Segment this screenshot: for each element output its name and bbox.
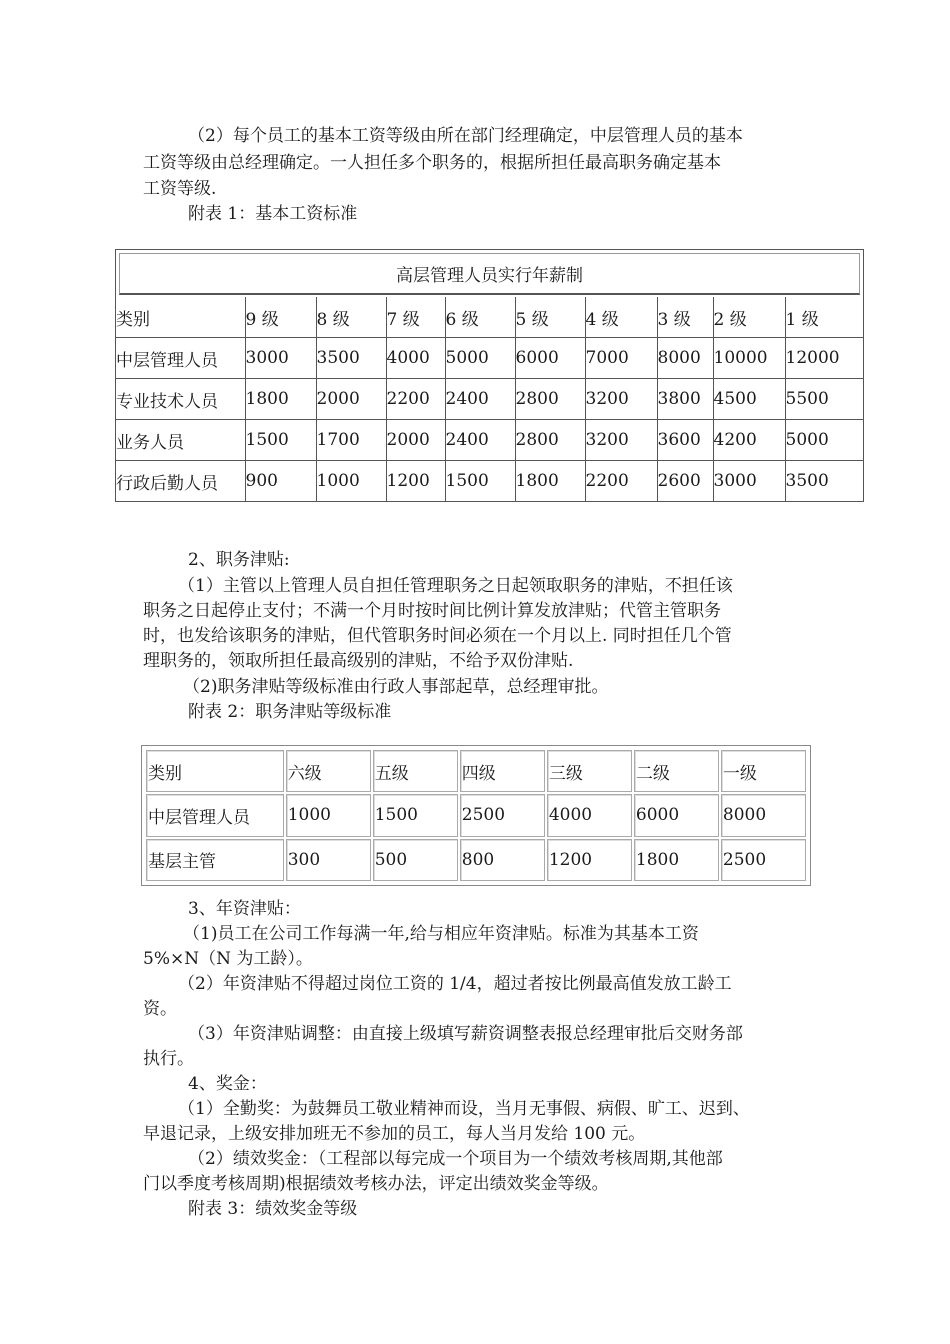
table-cell: 行政后勤人员	[116, 461, 245, 502]
table-cell: 12000	[785, 338, 863, 379]
header-cell: 8 级	[316, 297, 386, 338]
header-cell: 4 级	[585, 297, 657, 338]
table-cell: 1500	[373, 794, 458, 836]
table-cell: 1200	[386, 461, 445, 502]
header-cell: 5 级	[515, 297, 585, 338]
text-line: （3）年资津贴调整：由直接上级填写薪资调整表报总经理审批后交财务部	[188, 1024, 743, 1044]
table-cell: 1800	[515, 461, 585, 502]
table-cell: 4500	[713, 379, 785, 420]
table-cell: 800	[460, 839, 545, 881]
table-cell: 1000	[286, 794, 371, 836]
table-cell: 2400	[445, 379, 515, 420]
table-cell: 1000	[316, 461, 386, 502]
table-cell: 5000	[445, 338, 515, 379]
header-cell: 7 级	[386, 297, 445, 338]
header-cell: 6 级	[445, 297, 515, 338]
table-cell: 1500	[445, 461, 515, 502]
header-cell: 六级	[286, 750, 371, 792]
table-cell: 专业技术人员	[116, 379, 245, 420]
text-line: （1）全勤奖：为鼓舞员工敬业精神而设，当月无事假、病假、旷工、迟到、	[178, 1099, 750, 1119]
header-cell: 一级	[721, 750, 806, 792]
table-cell: 8000	[721, 794, 806, 836]
table-cell: 2400	[445, 420, 515, 461]
table-cell: 5500	[785, 379, 863, 420]
table-cell: 2600	[657, 461, 713, 502]
text-line: 工资等级.	[143, 179, 217, 199]
table-cell: 2800	[515, 379, 585, 420]
text-line: （2）绩效奖金：（工程部以每完成一个项目为一个绩效考核周期,其他部	[188, 1149, 723, 1169]
header-cell: 2 级	[713, 297, 785, 338]
table-cell: 3200	[585, 379, 657, 420]
section-heading: 4、奖金：	[188, 1074, 267, 1094]
table2-caption: 附表 2：职务津贴等级标准	[188, 702, 392, 722]
text-line: （1）主管以上管理人员自担任管理职务之日起领取职务的津贴，不担任该	[178, 576, 733, 596]
text-line: 时，也发给该职务的津贴，但代管职务时间必须在一个月以上. 同时担任几个管	[143, 626, 732, 646]
table-cell: 4200	[713, 420, 785, 461]
table-cell: 3500	[785, 461, 863, 502]
table-cell: 3500	[316, 338, 386, 379]
table-row	[146, 794, 806, 836]
table-cell: 300	[286, 839, 371, 881]
table-cell: 2200	[386, 379, 445, 420]
table-cell: 业务人员	[116, 420, 245, 461]
table3-caption: 附表 3：绩效奖金等级	[188, 1199, 358, 1219]
text-line: 门以季度考核周期)根据绩效考核办法，评定出绩效奖金等级。	[143, 1174, 609, 1194]
table-cell: 1700	[316, 420, 386, 461]
table-cell: 6000	[515, 338, 585, 379]
text-line: 资。	[143, 999, 177, 1019]
table-cell: 4000	[386, 338, 445, 379]
text-line: （1)员工在公司工作每满一年,给与相应年资津贴。标准为其基本工资	[183, 924, 699, 944]
table-row	[116, 461, 863, 502]
header-cell: 1 级	[785, 297, 863, 338]
table-row	[116, 420, 863, 461]
table-cell: 3200	[585, 420, 657, 461]
table-cell: 2800	[515, 420, 585, 461]
table-cell: 中层管理人员	[146, 794, 284, 836]
table-cell: 2500	[460, 794, 545, 836]
table-cell: 2500	[721, 839, 806, 881]
table-cell: 3600	[657, 420, 713, 461]
table1-caption: 附表 1：基本工资标准	[188, 204, 358, 224]
table-row	[116, 338, 863, 379]
table-cell: 3000	[245, 338, 316, 379]
header-cell: 五级	[373, 750, 458, 792]
table-cell: 2000	[316, 379, 386, 420]
section-heading: 3、年资津贴：	[188, 899, 301, 919]
allowance-table	[141, 745, 811, 886]
table-header-row	[146, 750, 806, 792]
table-cell: 6000	[634, 794, 719, 836]
table1-title: 高层管理人员实行年薪制	[119, 253, 860, 295]
header-cell: 9 级	[245, 297, 316, 338]
basic-salary-table	[115, 249, 864, 502]
section-heading: 2、职务津贴:	[188, 550, 290, 570]
table-cell: 1500	[245, 420, 316, 461]
header-cell: 四级	[460, 750, 545, 792]
table-row	[116, 379, 863, 420]
table-header-row	[116, 297, 863, 338]
table-cell: 7000	[585, 338, 657, 379]
table-cell: 5000	[785, 420, 863, 461]
table-row	[146, 839, 806, 881]
header-cell: 类别	[116, 309, 150, 330]
header-cell: 二级	[634, 750, 719, 792]
table-cell: 900	[245, 461, 316, 502]
text-line: 5%×N（N 为工龄）。	[143, 949, 313, 969]
table-cell: 1800	[634, 839, 719, 881]
text-line: 职务之日起停止支付；不满一个月时按时间比例计算发放津贴；代管主管职务	[143, 601, 721, 621]
table-cell: 2000	[386, 420, 445, 461]
text-line: 理职务的，领取所担任最高级别的津贴，不给予双份津贴.	[143, 651, 574, 671]
header-cell: 类别	[146, 750, 284, 792]
text-line: （2）每个员工的基本工资等级由所在部门经理确定，中层管理人员的基本	[188, 126, 743, 146]
table-cell: 1200	[547, 839, 632, 881]
table-cell: 3800	[657, 379, 713, 420]
table-cell: 500	[373, 839, 458, 881]
header-cell: 三级	[547, 750, 632, 792]
table-cell: 3000	[713, 461, 785, 502]
text-line: 执行。	[143, 1049, 194, 1069]
table-cell: 1800	[245, 379, 316, 420]
text-line: 早退记录，上级安排加班无不参加的员工，每人当月发给 100 元。	[143, 1124, 646, 1144]
table-cell: 中层管理人员	[116, 338, 245, 379]
table-cell: 10000	[713, 338, 785, 379]
text-line: （2）年资津贴不得超过岗位工资的 1/4，超过者按比例最高值发放工龄工	[178, 974, 732, 994]
table-cell: 基层主管	[146, 839, 284, 881]
header-cell: 3 级	[657, 297, 713, 338]
table-cell: 2200	[585, 461, 657, 502]
text-line: （2)职务津贴等级标准由行政人事部起草，总经理审批。	[183, 677, 609, 697]
text-line: 工资等级由总经理确定。一人担任多个职务的，根据所担任最高职务确定基本	[143, 153, 721, 173]
table-cell: 8000	[657, 338, 713, 379]
table-cell: 4000	[547, 794, 632, 836]
